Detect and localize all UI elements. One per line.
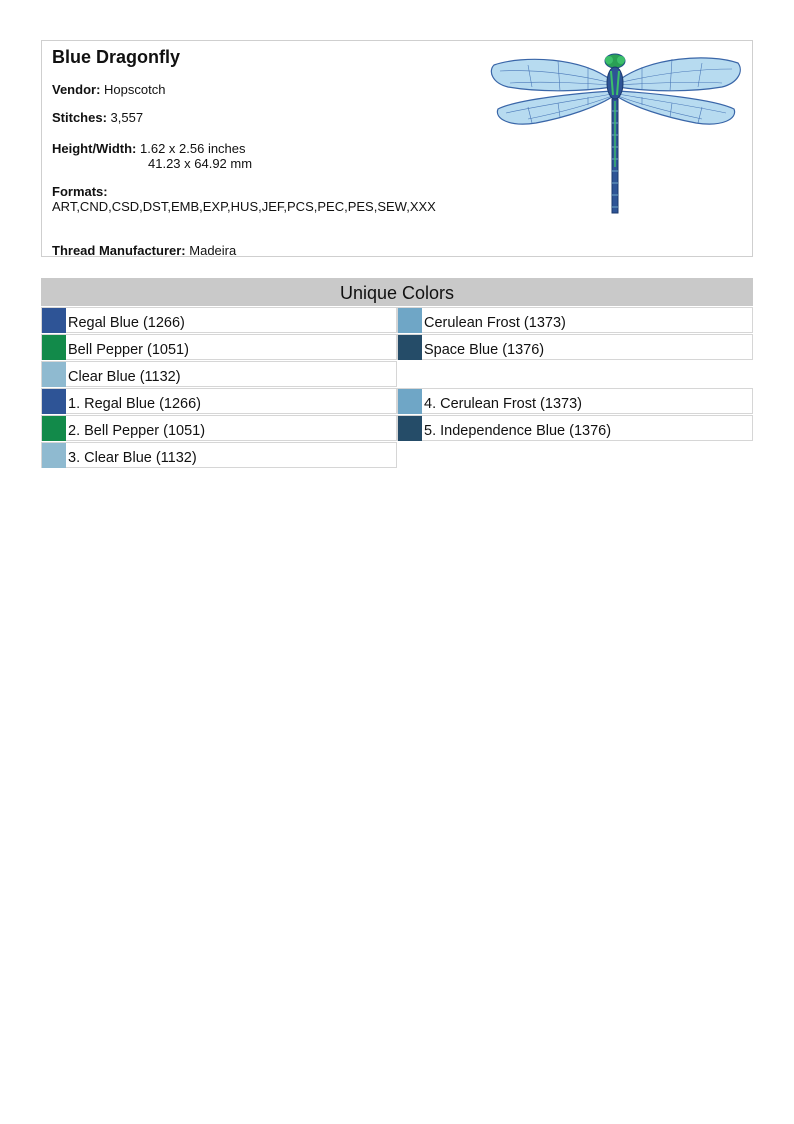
color-swatch: [42, 389, 66, 414]
sequence-cell: [397, 388, 753, 414]
color-swatch: [398, 308, 422, 333]
stitches-row: [52, 111, 143, 125]
color-swatch: [398, 416, 422, 441]
color-label: Bell Pepper (1051): [68, 342, 189, 358]
color-cell: [41, 307, 397, 333]
color-label: Regal Blue (1266): [68, 315, 185, 331]
color-swatch: [398, 389, 422, 414]
size-mm: 41.23 x 64.92 mm: [148, 156, 253, 171]
sequence-cell: [41, 415, 397, 441]
design-info-box: [41, 40, 753, 257]
sequence-cell: [41, 442, 397, 468]
wing-upper-right: [618, 58, 740, 91]
sequence-label: 4. Cerulean Frost (1373): [424, 396, 582, 412]
sequence-label: 3. Clear Blue (1132): [68, 450, 197, 466]
thread-value: Madeira: [189, 243, 237, 258]
sequence-label: 2. Bell Pepper (1051): [68, 423, 206, 439]
color-label: Space Blue (1376): [424, 342, 545, 358]
vendor-label: Vendor:: [52, 82, 101, 97]
size-inches: 1.62 x 2.56 inches: [140, 141, 246, 156]
stitches-label: Stitches:: [52, 110, 107, 125]
color-cell: [41, 361, 397, 387]
formats-value: ART,CND,CSD,DST,EMB,EXP,HUS,JEF,PCS,PEC,PES,SEW,XXX: [52, 199, 436, 214]
color-swatch: [42, 443, 66, 468]
color-cell: [41, 334, 397, 360]
height-width-label: Height/Width:: [52, 141, 137, 156]
wing-upper-left: [491, 59, 612, 90]
thread-row: [52, 244, 236, 258]
wing-lower-right: [618, 91, 735, 124]
design-title: Blue Dragonfly: [52, 47, 181, 67]
vendor-value: Hopscotch: [104, 82, 166, 97]
stitches-value: 3,557: [110, 110, 144, 125]
formats-row: [52, 185, 108, 199]
color-swatch: [42, 362, 66, 387]
color-label: Clear Blue (1132): [68, 369, 181, 385]
unique-colors-header: Unique Colors: [41, 278, 753, 306]
formats-label: Formats:: [52, 184, 108, 199]
color-swatch: [42, 308, 66, 333]
vendor-row: [52, 83, 165, 97]
sequence-cell: [397, 415, 753, 441]
height-width-row: [52, 142, 246, 156]
color-cell: [397, 307, 753, 333]
sequence-cell: [41, 388, 397, 414]
color-swatch: [42, 416, 66, 441]
dragonfly-image: [488, 47, 743, 217]
wing-lower-left: [497, 91, 612, 124]
sequence-label: 1. Regal Blue (1266): [68, 396, 201, 412]
color-swatch: [42, 335, 66, 360]
color-cell: [397, 334, 753, 360]
thread-label: Thread Manufacturer:: [52, 243, 186, 258]
color-label: Cerulean Frost (1373): [424, 315, 566, 331]
dragonfly-thorax: [607, 67, 623, 99]
sequence-label: 5. Independence Blue (1376): [424, 423, 612, 439]
color-swatch: [398, 335, 422, 360]
